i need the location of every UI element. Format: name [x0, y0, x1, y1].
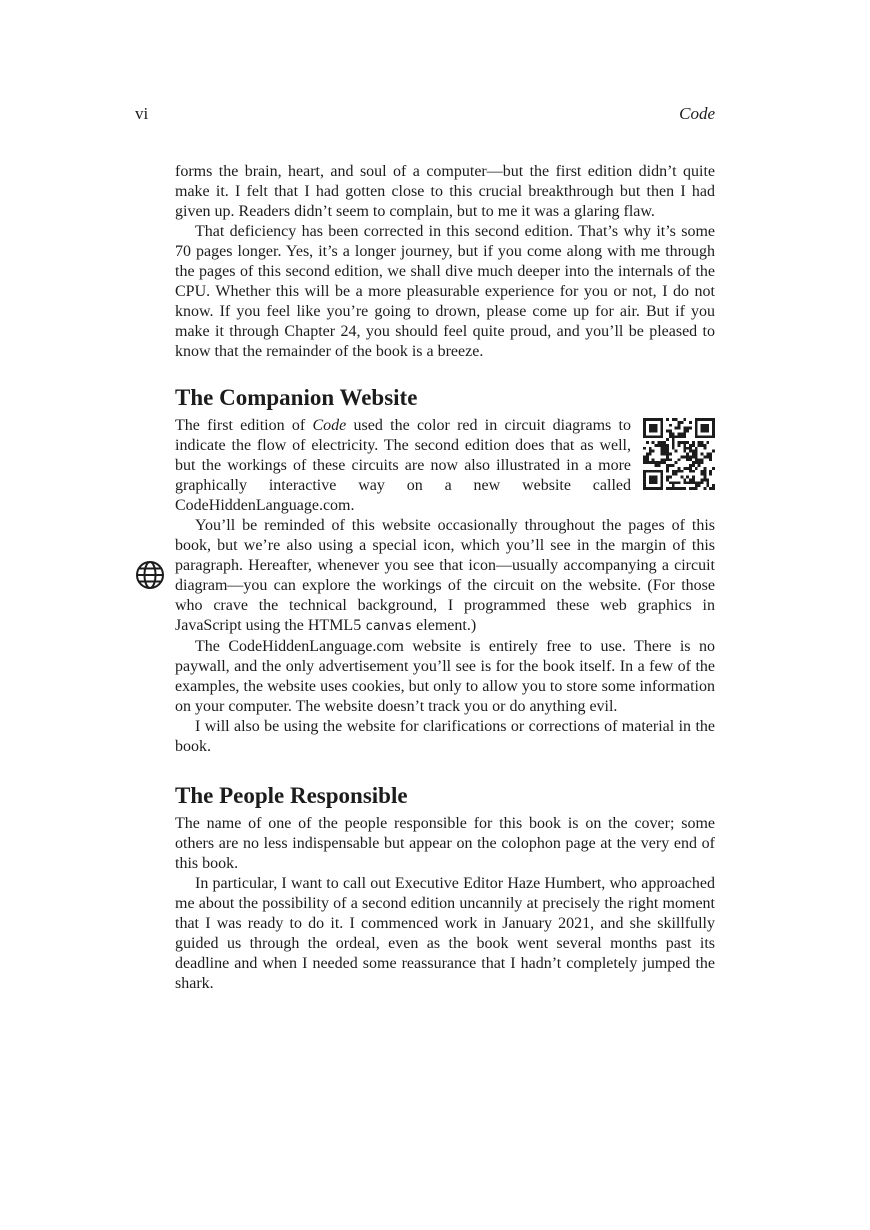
section-heading-people-responsible: The People Responsible — [175, 783, 408, 808]
body-paragraph: The name of one of the people responsible for this book is on the cover; some others are no less indispensable but appear on the colophon page at the very end of this book. — [175, 815, 715, 872]
text-block — [175, 162, 715, 994]
body-paragraph — [175, 516, 715, 637]
page-number: vi — [135, 104, 149, 123]
section-heading-companion-website: The Companion Website — [175, 385, 418, 410]
running-title: Code — [679, 104, 715, 123]
text-span: The first edition of — [175, 417, 313, 434]
text-span: used the color red in circuit diagrams to indicate the flow of electricity. The second edition does that as well, but the workings of these circuits are now also illustrated in a more graphically interactive way on a new website called CodeHiddenLanguage.com. — [175, 417, 631, 514]
globe-icon — [135, 560, 165, 590]
body-paragraph: forms the brain, heart, and soul of a computer—but the first edition didn’t quite make it. I felt that I had gotten close to this crucial breakthrough but then I had given up. Readers didn’t seem to complain, but to me it was a glaring flaw. — [175, 163, 715, 220]
body-paragraph: The CodeHiddenLanguage.com website is entirely free to use. There is no paywall, and the only advertisement you’ll see is for the book itself. In a few of the examples, the website uses cookies, but only to allow you to store some information on your computer. The website doesn’t track you or do anything evil. — [175, 638, 715, 715]
body-paragraph: That deficiency has been corrected in this second edition. That’s why it’s some 70 pages longer. Yes, it’s a longer journey, but if you come along with me through the pages of this second edition, we shall dive much deeper into the internals of the CPU. Whether this will be a more pleasurable experience for you or not, I do not know. If you feel like you’re going to drown, please come up for air. But if you make it through Chapter 24, you should feel quite proud, and you’ll be pleased to know that the remainder of the book is a breeze. — [175, 223, 715, 360]
qr-code-icon[interactable] — [643, 418, 715, 490]
body-paragraph — [175, 416, 715, 516]
body-paragraph: In particular, I want to call out Executive Editor Haze Humbert, who approached me about the possibility of a second edition uncannily at precisely the right moment that I was ready to do it. I commenced work in January 2021, and she skillfully guided us through the ordeal, even as the book went several months past its deadline and when I needed some reassurance that I hadn’t completely jumped the shark. — [175, 875, 715, 992]
body-paragraph: I will also be using the website for clarifications or corrections of material in the book. — [175, 718, 715, 755]
code-term: canvas — [365, 619, 413, 634]
book-title-emphasis: Code — [312, 417, 347, 434]
text-span: You’ll be reminded of this website occasionally throughout the pages of this book, but we’re also using a special icon, which you’ll see in the margin of this paragraph. Hereafter, whenever you see that icon—usually accompanying a circuit diagram—you can explore the workings of the circuit on the website. (For those who crave the technical background, I programmed these web graphics in JavaScript using the HTML5 — [175, 517, 715, 634]
text-span: element.) — [412, 617, 477, 634]
